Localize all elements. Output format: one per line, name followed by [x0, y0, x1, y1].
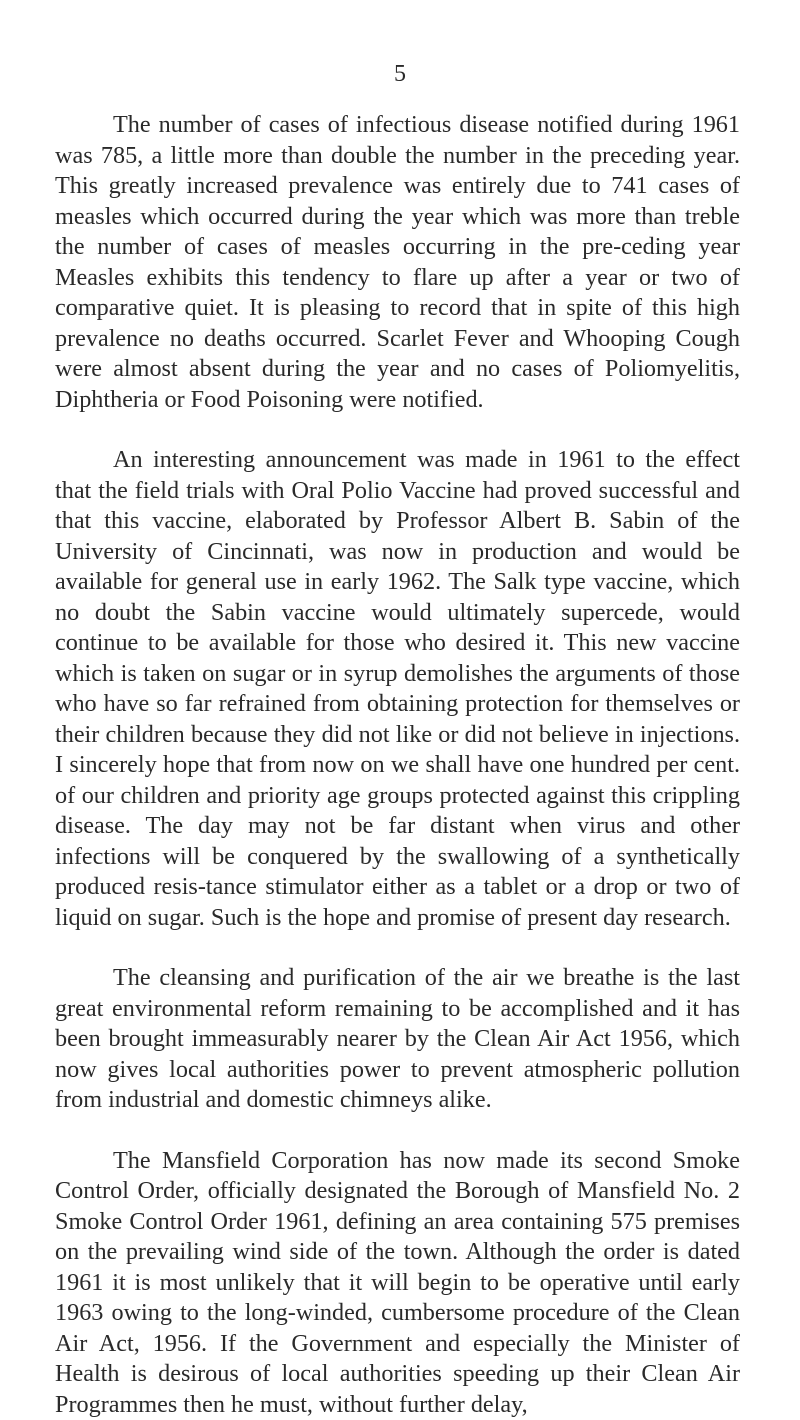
paragraph-smoke-control-order: The Mansfield Corporation has now made its second Smoke Control Order, officially designated the Borough of Mansfield No. 2 Smoke Control Order 1961, defining an area containing 575 premises on the prevailing wind side of the town. Although the order is dated 1961 it is most unlikely that it will begin to be operative until early 1963 owing to the long-winded, cumbersome procedure of the Clean Air Act, 1956. If the Government and especially the Minister of Health is desirous of local authorities speeding up their Clean Air Programmes then he must, without further delay, [55, 1146, 740, 1420]
document-body [55, 110, 740, 1420]
paragraph-infectious-disease: The number of cases of infectious disease notified during 1961 was 785, a little more than double the number in the preceding year. This greatly increased prevalence was entirely due to 741 cases of measles which occurred during the year which was more than treble the number of cases of measles occurring in the pre-ceding year Measles exhibits this tendency to flare up after a year or two of comparative quiet. It is pleasing to record that in spite of this high prevalence no deaths occurred. Scarlet Fever and Whooping Cough were almost absent during the year and no cases of Poliomyelitis, Diphtheria or Food Poisoning were notified. [55, 110, 740, 415]
paragraph-clean-air: The cleansing and purification of the air we breathe is the last great environmental reform remaining to be accomplished and it has been brought immeasurably nearer by the Clean Air Act 1956, which now gives local authorities power to prevent atmospheric pollution from industrial and domestic chimneys alike. [55, 963, 740, 1116]
paragraph-oral-polio-vaccine: An interesting announcement was made in 1961 to the effect that the field trials with Oral Polio Vaccine had proved successful and that this vaccine, elaborated by Professor Albert B. Sabin of the University of Cincinnati, was now in production and would be available for general use in early 1962. The Salk type vaccine, which no doubt the Sabin vaccine would ultimately supercede, would continue to be available for those who desired it. This new vaccine which is taken on sugar or in syrup demolishes the arguments of those who have so far refrained from obtaining protection for themselves or their children because they did not like or did not believe in injections. I sincerely hope that from now on we shall have one hundred per cent. of our children and priority age groups protected against this crippling disease. The day may not be far distant when virus and other infections will be conquered by the swallowing of a synthetically produced resis-tance stimulator either as a tablet or a drop or two of liquid on sugar. Such is the hope and promise of present day research. [55, 445, 740, 933]
page-number: 5 [0, 60, 800, 88]
